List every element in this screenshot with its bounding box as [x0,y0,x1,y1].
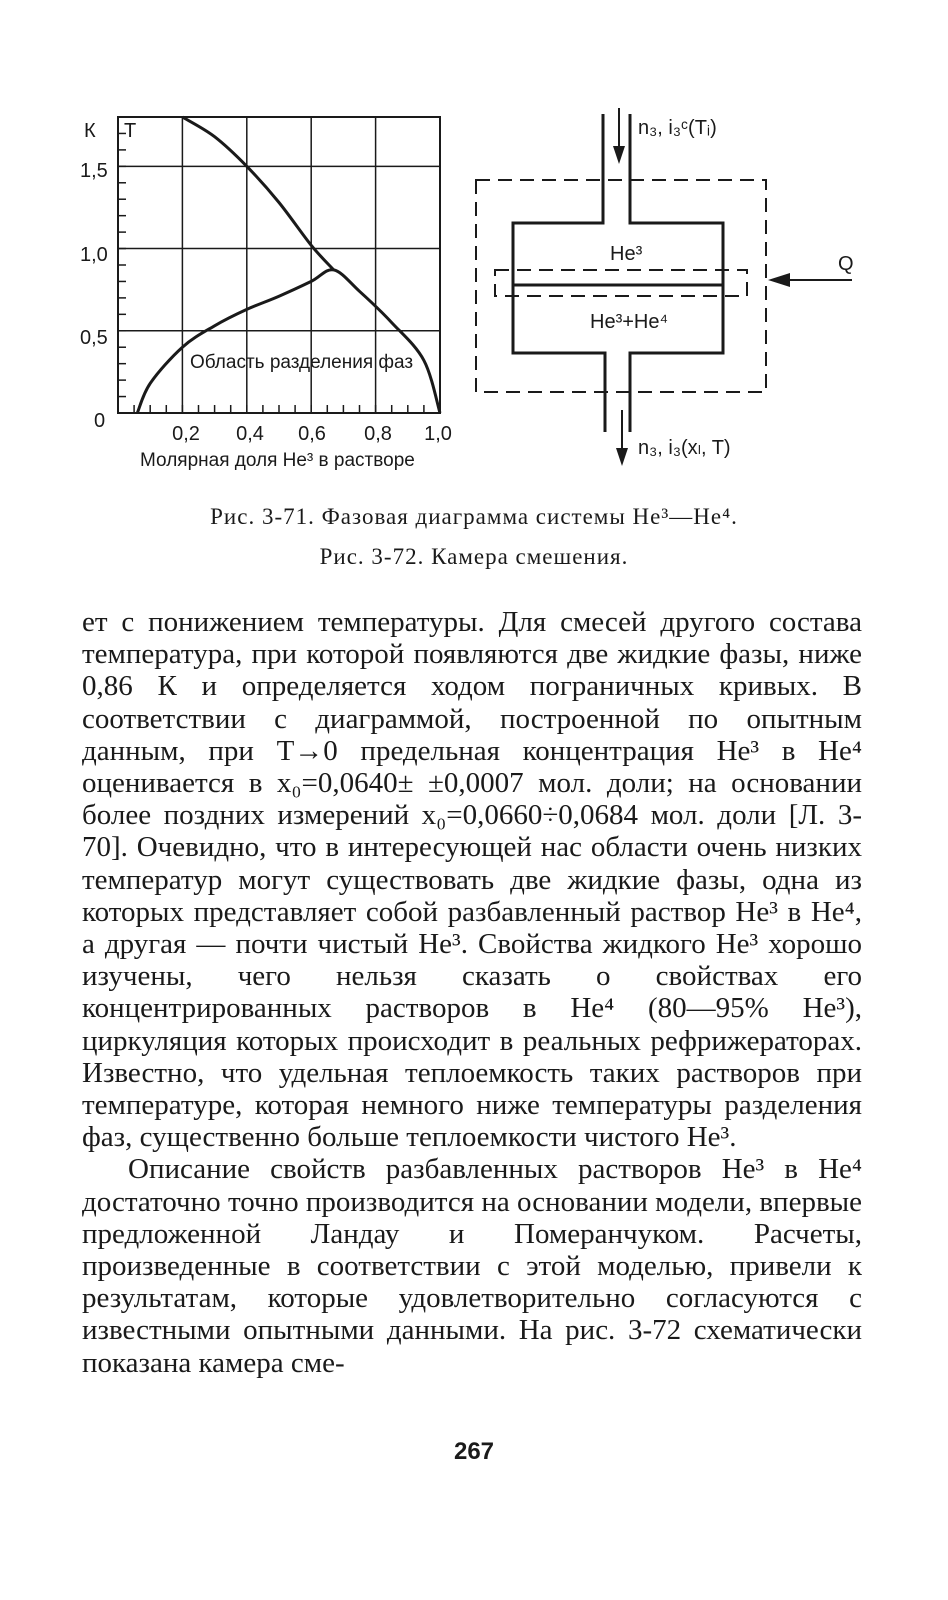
body-text [82,606,862,1379]
unit-label: К [84,120,96,142]
paragraph: Описание свойств разбавленных растворов He³ в He⁴ достаточно точно производится на основании модели, впервые предложенной Ландау и Померанчуком. Расчеты, произведенные в соответствии с этой моделью, привели к результатам, которые удовлетворительно согласуются с известными опытными данными. На рис. 3-72 схематически показана камера сме- [82,1153,862,1379]
mixing-chamber-diagram [460,100,880,485]
y-tick-label: 0,5 [80,327,108,349]
chamber-body [513,114,723,432]
outlet-label: n₃, i₃(xₗ, T) [638,437,731,459]
t-label: T [124,120,137,142]
upper-phase-label: He³ [610,243,643,265]
x-tick-label: 0,4 [236,423,264,445]
y-tick-label: 1,5 [80,160,108,182]
lower-phase-label: He³+He⁴ [590,311,669,333]
paragraph: ет с понижением температуры. Для смесей другого состава температура, при которой появляются две жидкие фазы, ниже 0,86 К и определяется ходом пограничных кривых. В соответствии с диаграммой, построенной по опытным данным, при T→0 предельная концентрация He³ в He⁴ оценивается в x₀=0,0640± ±0,0007 мол. доли; на основании более поздних измерений x₀=0,0660÷0,0684 мол. доли [Л. 3-70]. Очевидно, что в интересующей нас области очень низких температур могут существовать две жидкие фазы, одна из которых представляет собой разбавленный раствор He³ в He⁴, а другая — почти чистый He³. Свойства жидкого He³ хорошо изучены, чего нельзя сказать о свойствах его концентрированных растворов в He⁴ (80—95% He³), циркуляция которых происходит в реальных рефрижераторах. Известно, что удельная теплоемкость таких растворов при температуре, которая немного ниже температуры разделения фаз, существенно больше теплоемкости чистого He³. [82,606,862,1154]
heat-label: Q [838,253,854,275]
inlet-arrow-icon [613,108,625,164]
page-number: 267 [453,1438,495,1465]
inner-dashed-boundary [495,270,747,296]
figure-72-caption: Рис. 3-72. Камера смешения. [319,544,629,569]
y-tick-label: 1,0 [80,244,108,266]
x-tick-label: 1,0 [424,423,452,445]
x-axis-label: Молярная доля He³ в растворе [140,450,415,471]
region-label: Область разделения фаз [190,352,414,373]
figure-71-caption: Рис. 3-71. Фазовая диаграмма системы He³—He⁴. [210,504,738,529]
heat-arrow-icon [768,273,852,287]
x-tick-label: 0,2 [172,423,200,445]
x-tick-label: 0,8 [364,423,392,445]
inlet-label: n₃, i₃ᶜ(Tᵢ) [638,117,717,139]
phase-diagram [80,100,460,485]
y-tick-label: 0 [94,410,106,432]
x-tick-label: 0,6 [298,423,326,445]
outlet-arrow-icon [616,410,628,466]
